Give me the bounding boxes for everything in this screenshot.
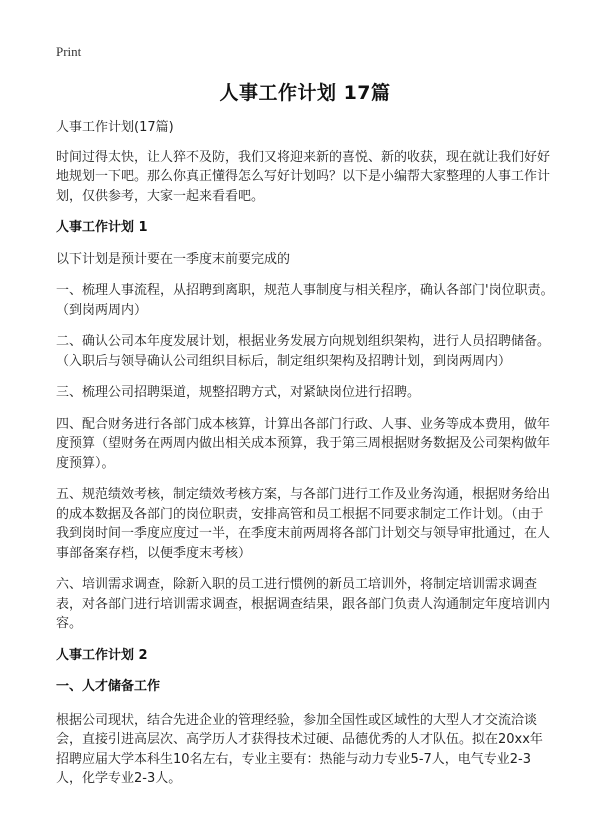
plan-item-1: 一、梳理人事流程，从招聘到离职，规范人事制度与相关程序，确认各部门'岗位职责。（到岗两周内） <box>56 283 554 318</box>
plan-item-3: 三、梳理公司招聘渠道，规整招聘方式，对紧缺岗位进行招聘。 <box>56 385 421 400</box>
plan-item-2: 二、确认公司本年度发展计划，根据业务发展方向规划组织架构，进行人员招聘储备。（入职后与领导确认公司组织目标后，制定组织架构及招聘计划，到岗两周内） <box>56 334 551 369</box>
plan-item-4: 四、配合财务进行各部门成本核算，计算出各部门行政、人事、业务等成本费用，做年度预算（望财务在两周内做出相关成本预算，我于第三周根据财务数据及公司架构做年度预算）。 <box>56 416 551 471</box>
plan-item-6: 六、培训需求调查，除新入职的员工进行惯例的新员工培训外，将制定培训需求调查表，对各部门进行培训需求调查，根据调查结果，跟各部门负责人沟通制定年度培训内容。 <box>56 577 551 631</box>
print-link[interactable]: Print <box>56 44 82 59</box>
page-title: 人事工作计划 17篇 <box>219 82 391 104</box>
section-2-paragraph: 根据公司现状，结合先进企业的管理经验，参加全国性或区域性的大型人才交流洽谈会，直接引进高层次、高学历人才获得技术过硬、品德优秀的人才队伍。拟在20xx年招聘应届大学本科生10名左右，专业主要有：热能与动力专业5-7人，电气专业2-3人，化学专业2-3人。 <box>56 712 543 786</box>
section-2-subheading: 一、人才储备工作 <box>56 679 161 694</box>
plan-item-5: 五、规范绩效考核，制定绩效考核方案，与各部门进行工作及业务沟通，根据财务给出的成本数据及各部门的岗位职责，安排高管和员工根据不同要求制定工作计划。（由于我到岗时间一季度应度过一半，在季度末前两周将各部门计划交与领导审批通过，在人事部备案存档，以便季度末考核） <box>56 487 551 561</box>
section-heading-1: 人事工作计划 1 <box>56 220 148 235</box>
document-body <box>56 118 554 801</box>
document-subtitle: 人事工作计划(17篇) <box>56 120 174 135</box>
intro-paragraph: 时间过得太快，让人猝不及防，我们又将迎来新的喜悦、新的收获，现在就让我们好好地规划一下吧。那么你真正懂得怎么写好计划吗？以下是小编帮大家整理的人事工作计划，仅供参考，大家一起来看看吧。 <box>56 149 551 204</box>
section-heading-2: 人事工作计划 2 <box>56 647 148 663</box>
section-1-lead: 以下计划是预计要在一季度末前要完成的 <box>56 251 291 267</box>
